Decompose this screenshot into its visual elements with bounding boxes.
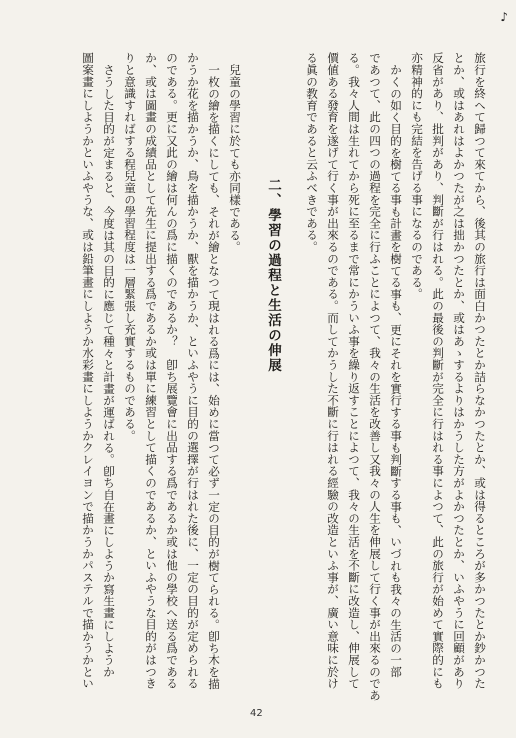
paragraph2-line: 價値ある發育を遂げて行く事が出來るのである。而してかうした不斷に行はれる經驗の改造といふ事が、廣い意味に於け [326, 52, 340, 690]
paragraph3-line: のである。更に又此の繪は何んの爲に描くのであるか？ 卽ち展覽會に出品する爲であるか或は他の學校へ送る爲である [165, 52, 179, 690]
paragraph4-line: 圖案畫にしようかといふやうな、或は鉛筆畫にしようか水彩畫にしようかクレイヨンで描かうかパステルで描かうかとい [81, 52, 95, 690]
paragraph1-line: 反省があり、批判があり、判斷が行はれる。此の最後の判斷が完全に行はれる事によつて、此の旅行が始めて實際的にも [431, 52, 445, 690]
paragraph3-line: かうか花を描かうか、鳥を描かうか、獸を描かうか、といふやうに目的の選擇が行はれた後に、一定の目的が定められる [186, 52, 200, 690]
paragraph2-line: る眞の教育であると云ふべきである。 [305, 52, 319, 253]
paragraph2-line: る。我々人間は生れてから死に至るまで常にかういふ事を繰り返すことによつて、我々の生活を不斷に改造し、伸展して [347, 52, 361, 690]
paragraph1-line: とか、或はあれはよかつたが之は拙かつたとか、或はあゝするよりはかうした方がよかつたとか、いふやうに回顧があり [452, 52, 466, 690]
section-heading: 二、學習の過程と生活の伸展 [265, 178, 281, 373]
paragraph1-line: 旅行を終へて歸つて來てから、後其の旅行は面白かつたとか詰らなかつたとか、或は得るところが多かつたとか鈔かつた [473, 52, 487, 690]
page-number: 42 [250, 708, 263, 719]
section-spacer [245, 52, 259, 702]
paragraph1-line: 亦精神的にも完結を告げる事になるのである。 [410, 52, 424, 300]
paragraph3-line: りと意識すればする程兒童の學習程度は一層緊張し充實するものである。 [123, 52, 137, 442]
paragraph3-line: 兒童の學習に於ても亦同樣である。 [228, 64, 242, 253]
paragraph2-line: かくの如く目的を樹てる事も計畫を樹てる事も、更にそれを實行する事も判斷する事も、いづれも我々の生活の一部 [389, 64, 403, 678]
paragraph2-line: であつて、此の四つの過程を完全に行ふことによつて、我々の生活を改善し又我々の人生を伸展して行く事が出來るのであ [368, 52, 382, 701]
paragraph4-line: さうした目的が定まると、今度は其の目的に應じて種々と計畫が運ばれる。卽ち自在畫にしようか寫生畫にしようか [102, 64, 116, 678]
corner-mark: ♪ [500, 10, 508, 24]
paragraph3-line: 一枚の繪を描くにしても、それが繪となつて現はれる爲には、始めに當つて必ず一定の目的が樹てられる。卽ち木を描 [207, 64, 221, 690]
paragraph3-line: か、或は圖畫の成績品として先生に提出する爲であるか或は單に練習として描くのであるか、といふやうな目的がはつき [144, 52, 158, 690]
section-spacer [287, 52, 301, 702]
vertical-text-block [77, 52, 490, 702]
